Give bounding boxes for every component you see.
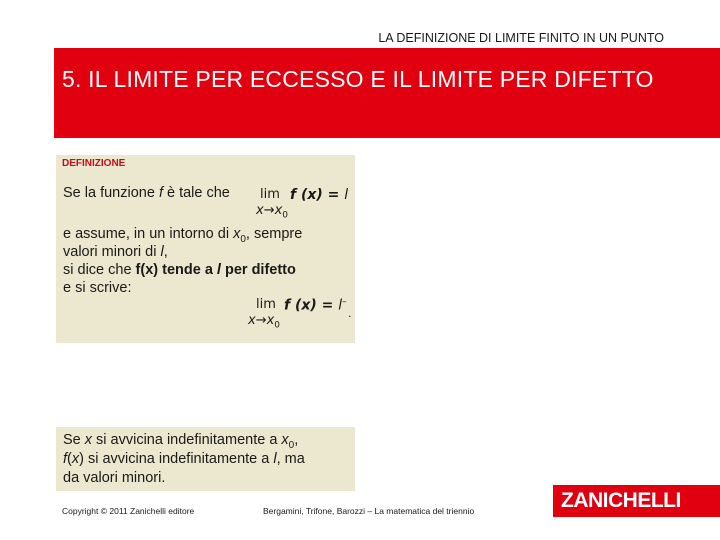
copyright-text: Copyright © 2011 Zanichelli editore xyxy=(62,506,195,516)
definition-label: DEFINIZIONE xyxy=(62,158,126,169)
limit-point: $x\to x_0$ xyxy=(256,203,289,221)
lim-symbol: lim xyxy=(256,297,276,312)
limit-point: $x\to x_0$ xyxy=(248,313,281,331)
limit-formula-2: lim f (x) = l– $x\to x_0$ . xyxy=(248,297,352,331)
function-expression: f (x) = l– xyxy=(284,297,347,314)
zanichelli-logo: ZANICHELLI xyxy=(553,485,720,517)
explanation-box xyxy=(56,427,355,491)
explanation-line-3: da valori minori. xyxy=(63,470,166,486)
authors-text: Bergamini, Trifone, Barozzi – La matematica del triennio xyxy=(263,506,475,516)
definition-line-4: si dice che f(x) tende a l per difetto xyxy=(63,262,296,278)
explanation-line-1: Se x si avvicina indefinitamente a $x_0$, xyxy=(63,432,299,451)
definition-line-5: e si scrive: xyxy=(63,280,132,296)
explanation-line-2: f(x) si avvicina indefinitamente a l, ma xyxy=(63,451,305,467)
title-band xyxy=(54,48,720,138)
definition-line-2: e assume, in un intorno di $x_0$, sempre xyxy=(63,226,303,245)
function-expression: f (x) = l xyxy=(290,187,349,203)
definition-line-1: Se la funzione f è tale che xyxy=(63,185,230,201)
definition-line-3: valori minori di l, xyxy=(63,244,168,260)
limit-formula-1 xyxy=(256,187,356,223)
definition-box xyxy=(56,155,355,343)
section-header: LA DEFINIZIONE DI LIMITE FINITO IN UN PUNTO xyxy=(378,31,664,45)
slide-title: 5. IL LIMITE PER ECCESSO E IL LIMITE PER DIFETTO xyxy=(62,66,654,92)
lim-symbol: lim xyxy=(260,187,280,202)
